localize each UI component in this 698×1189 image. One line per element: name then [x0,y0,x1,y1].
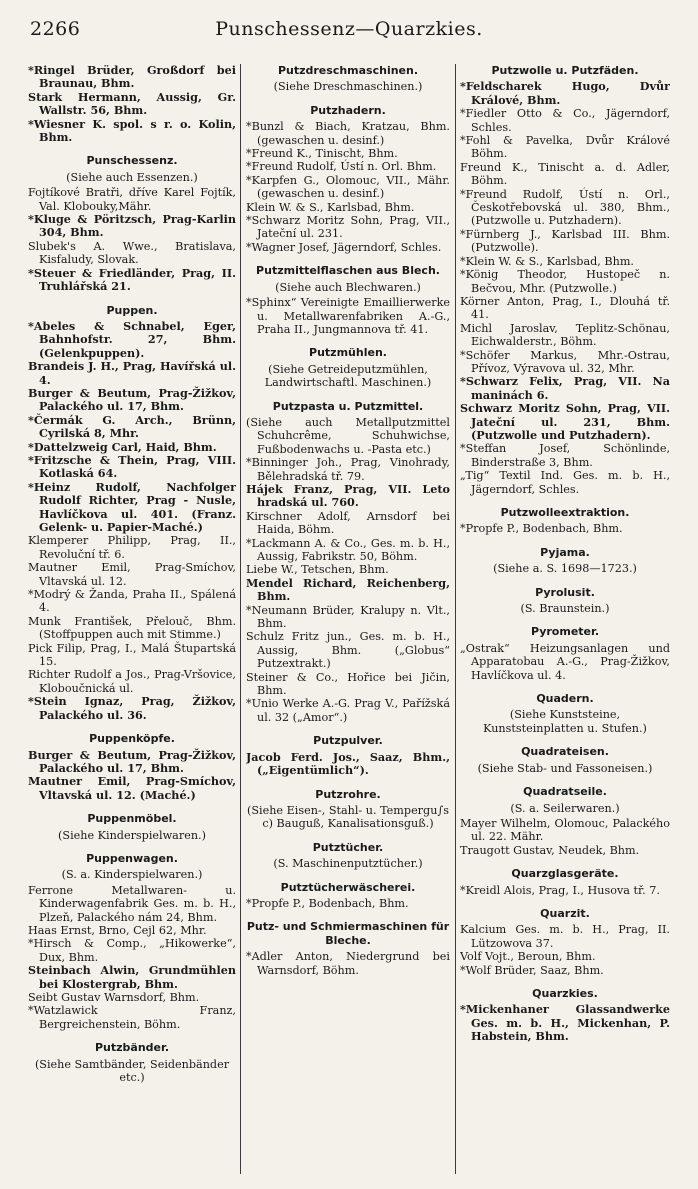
section [246,104,450,254]
section-heading: Quarzkies. [532,986,598,1000]
section [28,852,236,1031]
directory-entry: *Adler Anton, Niedergrund bei Warnsdorf, Böhm. [246,950,450,977]
directory-entry: *Kluge & Pöritzsch, Prag-Karlin 304, Bhm. [28,212,236,240]
section [246,734,450,777]
cross-reference: (S. Maschinenputztücher.) [273,857,423,871]
section [28,304,236,723]
page-number: 2266 [30,18,81,40]
section [246,841,450,871]
directory-entry: *Schöfer Markus, Mhr.-Ostrau, Přívoz, Výravova ul. 32, Mhr. [460,348,670,375]
directory-entry: Liebe W., Tetschen, Bhm. [246,563,389,577]
directory-entry: Jacob Ferd. Jos., Saaz, Bhm., („Eigentümlich“). [246,749,450,778]
page-header [0,0,698,52]
cross-reference: (S. a. Seilerwaren.) [510,801,620,815]
section-heading: Pyrolusit. [535,585,595,599]
directory-entry: Mautner Emil, Prag-Smíchov, Vltavská ul. 12. (Maché.) [28,774,236,802]
section-heading: Putzrohre. [315,787,381,801]
directory-entry: *Karpfen G., Olomouc, VII., Mähr. (gewaschen u. desinf.) [246,173,450,201]
section-heading: Putztücherwäscherei. [280,880,416,894]
directory-entry: Klein W. & S., Karlsbad, Bhm. [246,200,415,214]
section-heading: Putzpasta u. Putzmittel. [272,399,424,413]
section-heading: Putzmühlen. [309,346,387,360]
directory-entry: *Steffan Josef, Schönlinde, Binderstraße 3, Bhm. [460,442,670,469]
directory-entry: *Čermák G. Arch., Brünn, Cyrilská 8, Mhr. [28,412,236,441]
section-heading: Puppen. [106,303,158,317]
directory-entry: *Lackmann A. & Co., Ges. m. b. H., Aussig, Fabrikstr. 50, Böhm. [246,536,450,563]
section [460,625,670,682]
directory-entry: *Heinz Rudolf, Nachfolger Rudolf Richter, Prag - Nusle, Havlíčkova ul. 401. (Franz. Gelenk- u. Papier-Maché.) [28,479,236,534]
section [460,907,670,977]
directory-entry: *Propfe P., Bodenbach, Bhm. [460,522,623,536]
directory-entry: Steinbach Alwin, Grundmühlen bei Klostergrab, Bhm. [28,963,236,991]
section-heading: Quadern. [536,692,594,706]
directory-entry: Hájek Franz, Prag, VII. Leto hradská ul. 760. [246,481,450,510]
section [460,785,670,857]
directory-entry: *Mickenhaner Glassandwerke Ges. m. b. H., Mickenhan, P. Habstein, Bhm. [460,1002,670,1044]
directory-entry: Munk František, Přelouč, Bhm. (Stoffpuppen auch mit Stimme.) [28,614,236,642]
directory-entry: Klemperer Philipp, Prag, II., Revoluční tř. 6. [28,534,236,561]
section-heading: Puppenmöbel. [87,812,177,826]
directory-entry: „Ostrak“ Heizungsanlagen und Apparatobau A.-G., Prag-Žižkov, Havlíčkova ul. 4. [460,641,670,682]
cross-reference: (S. Braunstein.) [520,602,610,616]
section [460,546,670,576]
section-heading: Quarzit. [540,906,590,920]
section-heading: Putz- und Schmiermaschinen für Bleche. [246,920,450,947]
directory-entry: Fojtíkové Bratři, dříve Karel Fojtík, Val. Klobouky,Mähr. [28,186,236,213]
directory-entry: *Fiedler Otto & Co., Jägerndorf, Schles. [460,107,670,134]
cross-reference: (Siehe Getreideputzmühlen, Landwirtschaftl. Maschinen.) [264,362,432,390]
running-title: Punschessenz—Quarzkies. [215,18,483,40]
section [460,692,670,735]
section [28,732,236,802]
section-heading: Putzmittelflaschen aus Blech. [256,264,440,278]
directory-entry: Pick Filip, Prag, I., Malá Štupartská 15. [28,641,236,669]
directory-entry: *Wolf Brüder, Saaz, Bhm. [460,963,604,977]
section-heading: Punschessenz. [86,154,178,168]
cross-reference: (Siehe Samtbänder, Seidenbänder etc.) [34,1057,230,1085]
cross-reference: (Siehe Stab- und Fassoneisen.) [477,761,653,775]
directory-entry: Haas Ernst, Brno, Cejl 62, Mhr. [28,923,207,937]
directory-entry: *Feldscharek Hugo, Dvůr Králové, Bhm. [460,79,670,107]
directory-entry: *Watzlawick Franz, Bergreichenstein, Böhm. [28,1004,236,1031]
section [460,745,670,775]
section-heading: Pyjama. [540,545,590,559]
section [28,154,236,293]
directory-entry: *Sphinx“ Vereinigte Emaillierwerke u. Metallwarenfabriken A.-G., Praha II., Jungmannova tř. 41. [246,296,450,336]
cross-reference: (Siehe Kinderspielwaren.) [58,828,206,842]
cross-reference: (Siehe auch Blechwaren.) [275,280,421,294]
section-heading: Quarzglasgeräte. [511,867,619,881]
column-3 [460,64,670,1179]
cross-reference: (Siehe a. S. 1698—1723.) [493,562,637,576]
section [460,867,670,897]
section-heading: Quadrateisen. [521,745,609,759]
directory-entry: Kalcium Ges. m. b. H., Prag, II. Lützowova 37. [460,923,670,950]
directory-entry: (Siehe auch Metallputzmittel Schuhcrême, Schuhwichse, Fußbodenwachs u. -Pasta etc.) [246,415,450,456]
section [460,506,670,536]
directory-entry: *Kreidl Alois, Prag, I., Husova tř. 7. [460,883,660,897]
directory-entry: *Freund K., Tinischt, Bhm. [246,147,398,161]
directory-entry: Freund K., Tinischt a. d. Adler, Böhm. [460,160,670,188]
directory-entry: *Dattelzweig Carl, Haid, Bhm. [28,439,217,454]
directory-entry: *Propfe P., Bodenbach, Bhm. [246,896,409,910]
directory-entry: Mendel Richard, Reichenberg, Bhm. [246,575,450,604]
section [246,64,450,94]
section-heading: Puppenwagen. [86,851,178,865]
section [28,64,236,144]
directory-entry: *Wiesner K. spol. s r. o. Kolin, Bhm. [28,116,236,145]
section-heading: Putzwolle u. Putzfäden. [491,64,639,77]
directory-entry: Ferrone Metallwaren- u. Kinderwagenfabrik Ges. m. b. H., Plzeň, Palackého nám 24, Bhm. [28,883,236,924]
column-divider [455,64,456,1174]
section [246,400,450,725]
directory-entry: *Klein W. & S., Karlsbad, Bhm. [460,254,634,268]
column-divider [240,64,241,1174]
directory-entry: *Fritzsche & Thein, Prag, VIII. Kotlaská 64. [28,452,236,481]
directory-entry: Steiner & Co., Hořice bei Jičin, Bhm. [246,670,450,698]
directory-entry: Schulz Fritz jun., Ges. m. b. H., Aussig, Bhm. („Globus“ Putzextrakt.) [246,630,450,671]
directory-entry: *Freund Rudolf, Ústí n. Orl. Bhm. [246,160,437,174]
directory-entry: Volf Vojt., Beroun, Bhm. [460,950,596,964]
section [460,64,670,496]
column-1 [28,64,236,1179]
section-heading: Quadratseile. [523,785,607,799]
directory-entry: Brandeis J. H., Prag, Havířská ul. 4. [28,359,236,387]
section [246,788,450,831]
directory-entry: *Neumann Brüder, Kralupy n. Vlt., Bhm. [246,603,450,631]
directory-entry: *Freund Rudolf, Ústí n. Orl., Českotřebovská ul. 380, Bhm., (Putzwolle u. Putzhadern). [460,187,670,228]
section [460,586,670,616]
directory-entry: Mayer Wilhelm, Olomouc, Palackého ul. 22. Mähr. [460,816,670,844]
directory-entry: Seibt Gustav Warnsdorf, Bhm. [28,991,200,1004]
section [246,920,450,977]
section-heading: Putzdreschmaschinen. [277,64,419,77]
directory-entry: *Ringel Brüder, Großdorf bei Braunau, Bhm. [28,64,236,91]
directory-entry: *Wagner Josef, Jägerndorf, Schles. [246,240,442,254]
directory-entry: Slubek's A. Wwe., Bratislava, Kisfaludy, Slovak. [28,239,236,267]
directory-entry: *Fohl & Pavelka, Dvůr Králové Böhm. [460,134,670,161]
section-heading: Putzwolleextraktion. [500,506,630,519]
directory-entry: Burger & Beutum, Prag-Žižkov, Palackého ul. 17, Bhm. [28,747,236,775]
directory-entry: *Bunzl & Biach, Kratzau, Bhm. (gewaschen u. desinf.) [246,120,450,147]
section [28,1041,236,1084]
section-heading: Putzpulver. [313,734,383,748]
section [246,881,450,911]
directory-entry: Burger & Beutum, Prag-Žižkov, Palackého ul. 17, Bhm. [28,385,236,414]
section [28,812,236,842]
cross-reference: (S. a. Kinderspielwaren.) [61,868,203,882]
directory-entry: *Steuer & Friedländer, Prag, II. Truhlářská 21. [28,265,236,294]
section [246,346,450,389]
cross-reference: (Siehe Kunststeine, Kunststeinplatten u. Stufen.) [483,708,647,735]
section-heading: Putzhadern. [310,103,386,117]
section-heading: Putztücher. [312,840,384,854]
directory-entry: *Unio Werke A.-G. Prag V., Pařížská ul. 32 („Amor“.) [246,697,450,724]
directory-entry: Schwarz Moritz Sohn, Prag, VII. Jateční ul. 231, Bhm. (Putzwolle und Putzhadern). [460,401,670,442]
directory-entry: Körner Anton, Prag, I., Dlouhá tř. 41. [460,294,670,322]
section-heading: Pyrometer. [530,625,600,639]
section-heading: Putzbänder. [94,1041,170,1055]
directory-entry: *König Theodor, Hustopeč n. Bečvou, Mhr. (Putzwolle.) [460,268,670,295]
column-2 [246,64,450,1179]
directory-entry: Michl Jaroslav, Teplitz-Schönau, Eichwalderstr., Böhm. [460,321,670,349]
cross-reference: (Siehe auch Essenzen.) [66,170,198,184]
directory-entry: *Stein Ignaz, Prag, Žižkov, Palackého ul. 36. [28,694,236,722]
directory-entry: *Hirsch & Comp., „Hikowerke“, Dux, Bhm. [28,937,236,964]
section [460,987,670,1044]
cross-reference: (Siehe Eisen-, Stahl- u. Tempergu∫s c) Bauguß, Kanalisationsguß.) [247,803,449,831]
directory-entry: *Fürnberg J., Karlsbad III. Bhm. (Putzwolle). [460,227,670,255]
directory-entry: *Modrý & Žanda, Praha II., Spálená 4. [28,588,236,615]
section-heading: Puppenköpfe. [89,732,175,746]
directory-entry: *Schwarz Moritz Sohn, Prag, VII., Jateční ul. 231. [246,214,450,241]
directory-entry: Stark Hermann, Aussig, Gr. Wallstr. 56, Bhm. [28,89,236,118]
directory-entry: Mautner Emil, Prag-Smíchov, Vltavská ul. 12. [28,561,236,588]
section [246,264,450,336]
cross-reference: (Siehe Dreschmaschinen.) [273,80,423,94]
directory-entry: *Binninger Joh., Prag, Vinohrady, Bělehradská tř. 79. [246,456,450,483]
directory-entry: Kirschner Adolf, Arnsdorf bei Haida, Böhm. [246,509,450,537]
directory-entry: Richter Rudolf a Jos., Prag-Vršovice, Kloboučnická ul. [28,668,236,695]
directory-entry: *Schwarz Felix, Prag, VII. Na maninách 6. [460,374,670,402]
directory-entry: *Abeles & Schnabel, Eger, Bahnhofstr. 27, Bhm. (Gelenkpuppen). [28,318,236,360]
directory-entry: Traugott Gustav, Neudek, Bhm. [460,843,640,857]
directory-entry: „Tig“ Textil Ind. Ges. m. b. H., Jägerndorf, Schles. [460,469,670,496]
